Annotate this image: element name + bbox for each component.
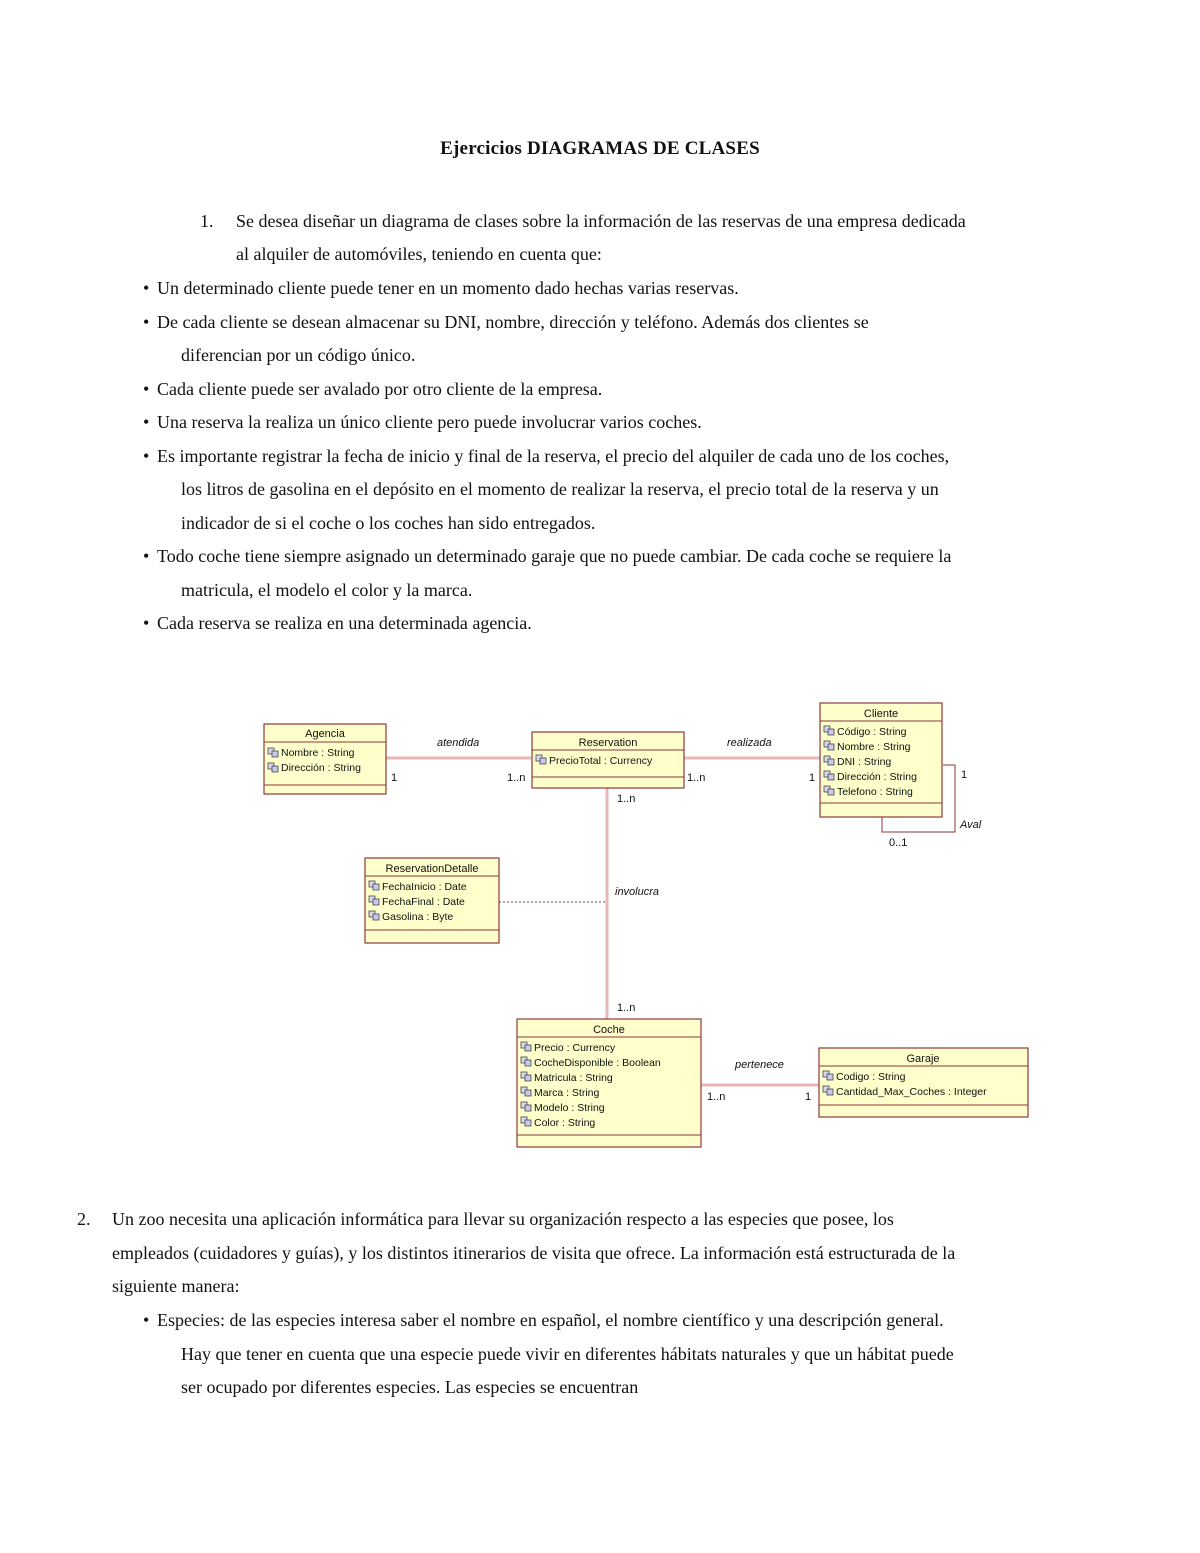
bullet-text: matricula, el modelo el color y la marca.	[181, 579, 473, 600]
class-attribute: Dirección : String	[837, 771, 917, 783]
class-attribute: Codigo : String	[836, 1071, 906, 1083]
exercise-1-number: 1.	[200, 211, 214, 231]
bullet-text: Cada cliente puede ser avalado por otro cliente de la empresa.	[157, 378, 603, 399]
bullet-item	[143, 272, 1043, 306]
class-name: Reservation	[578, 737, 638, 749]
class-coche	[517, 1019, 701, 1147]
class-name: Cliente	[863, 708, 899, 720]
class-agencia	[264, 724, 386, 794]
multiplicity: 1	[805, 1091, 812, 1103]
bullet-text: ser ocupado por diferentes especies. Las especies se encuentran	[181, 1377, 639, 1397]
class-attribute: Código : String	[837, 726, 907, 738]
exercise-2-bullets	[143, 1304, 1043, 1405]
class-attribute: Color : String	[534, 1117, 596, 1129]
bullet-item	[143, 406, 1043, 440]
exercise-1-bullets	[143, 272, 1043, 641]
class-attribute: Matricula : String	[534, 1072, 613, 1084]
exercise-1-line-2: al alquiler de automóviles, teniendo en cuenta que:	[236, 244, 602, 264]
bullet-dot: •	[143, 1310, 150, 1330]
multiplicity: 0..1	[889, 837, 908, 849]
bullet-text: Cada reserva se realiza en una determinada agencia.	[157, 613, 532, 633]
class-attribute: CocheDisponible : Boolean	[534, 1057, 661, 1069]
exercise-2-line-3: siguiente manera:	[112, 1276, 240, 1296]
class-attribute: Telefono : String	[837, 786, 913, 798]
class-attribute: Gasolina : Byte	[382, 911, 454, 923]
class-attribute: FechaInicio : Date	[382, 881, 467, 893]
bullet-dot: •	[143, 613, 150, 633]
page-title: Ejercicios DIAGRAMAS DE CLASES	[440, 138, 760, 159]
bullet-text: Un determinado cliente puede tener en un momento dado hechas varias reservas.	[157, 278, 739, 298]
bullet-text: indicador de si el coche o los coches han sido entregados.	[181, 512, 596, 533]
class-cliente	[820, 703, 942, 817]
bullet-dot: •	[143, 278, 150, 298]
class-name: ReservationDetalle	[385, 863, 479, 875]
bullet-dot: •	[143, 311, 150, 332]
class-garaje	[819, 1048, 1028, 1117]
multiplicity: 1..n	[707, 1091, 726, 1103]
class-attribute: Cantidad_Max_Coches : Integer	[836, 1086, 987, 1098]
assoc-label: realizada	[727, 737, 772, 749]
bullet-text: Especies: de las especies interesa saber el nombre en español, el nombre científico y una descripción general.	[157, 1310, 944, 1330]
bullet-dot: •	[143, 546, 150, 566]
multiplicity: 1..n	[617, 793, 636, 805]
bullet-dot: •	[143, 445, 150, 466]
bullet-item	[143, 440, 1043, 541]
bullet-text: Hay que tener en cuenta que una especie puede vivir en diferentes hábitats naturales y que un hábitat puede	[181, 1343, 954, 1364]
exercise-1-intro	[200, 205, 1040, 271]
bullet-text: Es importante registrar la fecha de inicio y final de la reserva, el precio del alquiler de cada uno de los coches,	[157, 445, 950, 466]
class-attribute: Modelo : String	[534, 1102, 605, 1114]
class-attribute: Nombre : String	[281, 747, 355, 759]
exercise-2-line-2: empleados (cuidadores y guías), y los distintos itinerarios de visita que ofrece. La información está estructurada de la	[112, 1242, 956, 1263]
assoc-label: atendida	[437, 737, 480, 749]
class-reservation-detalle	[365, 858, 499, 943]
class-attribute: Precio : Currency	[534, 1042, 616, 1054]
bullet-text: diferencian por un código único.	[181, 345, 416, 365]
exercise-2-number: 2.	[77, 1209, 91, 1229]
assoc-label: involucra	[615, 886, 660, 898]
class-attribute: FechaFinal : Date	[382, 896, 465, 908]
bullet-dot: •	[143, 378, 150, 399]
bullet-text: Todo coche tiene siempre asignado un determinado garaje que no puede cambiar. De cada coche se requiere la	[157, 546, 952, 566]
uml-class-diagram	[255, 695, 1035, 1155]
bullet-text: Una reserva la realiza un único cliente pero puede involucrar varios coches.	[157, 412, 702, 432]
bullet-item	[143, 607, 1043, 641]
multiplicity: 1..n	[507, 772, 526, 784]
class-attribute: PrecioTotal : Currency	[549, 755, 653, 767]
multiplicity: 1	[391, 772, 398, 784]
class-name: Garaje	[906, 1053, 940, 1065]
multiplicity: 1	[809, 772, 816, 784]
class-name: Agencia	[305, 728, 345, 740]
assoc-label: pertenece	[735, 1059, 784, 1071]
bullet-text: De cada cliente se desean almacenar su DNI, nombre, dirección y teléfono. Además dos clientes se	[157, 311, 869, 332]
class-attribute: Marca : String	[534, 1087, 600, 1099]
exercise-1-line-1: Se desea diseñar un diagrama de clases sobre la información de las reservas de una empresa dedicada	[236, 211, 966, 231]
class-attribute: Dirección : String	[281, 762, 361, 774]
multiplicity: 1..n	[687, 772, 706, 784]
class-reservation	[532, 732, 684, 788]
exercise-2-intro	[77, 1203, 1037, 1304]
bullet-item	[143, 306, 1043, 373]
exercise-2-line-1: Un zoo necesita una aplicación informática para llevar su organización respecto a las especies que posee, los	[112, 1209, 894, 1229]
multiplicity: 1..n	[617, 1002, 636, 1014]
class-attribute: Nombre : String	[837, 741, 911, 753]
bullet-item	[143, 1304, 1043, 1405]
bullet-item	[143, 540, 1043, 607]
bullet-text: los litros de gasolina en el depósito en el momento de realizar la reserva, el precio total de la reserva y un	[181, 479, 939, 499]
bullet-item	[143, 373, 1043, 407]
class-attribute: DNI : String	[837, 756, 892, 768]
bullet-dot: •	[143, 412, 150, 432]
multiplicity: 1	[961, 769, 968, 781]
assoc-label: Aval	[960, 819, 982, 831]
class-name: Coche	[593, 1024, 625, 1036]
